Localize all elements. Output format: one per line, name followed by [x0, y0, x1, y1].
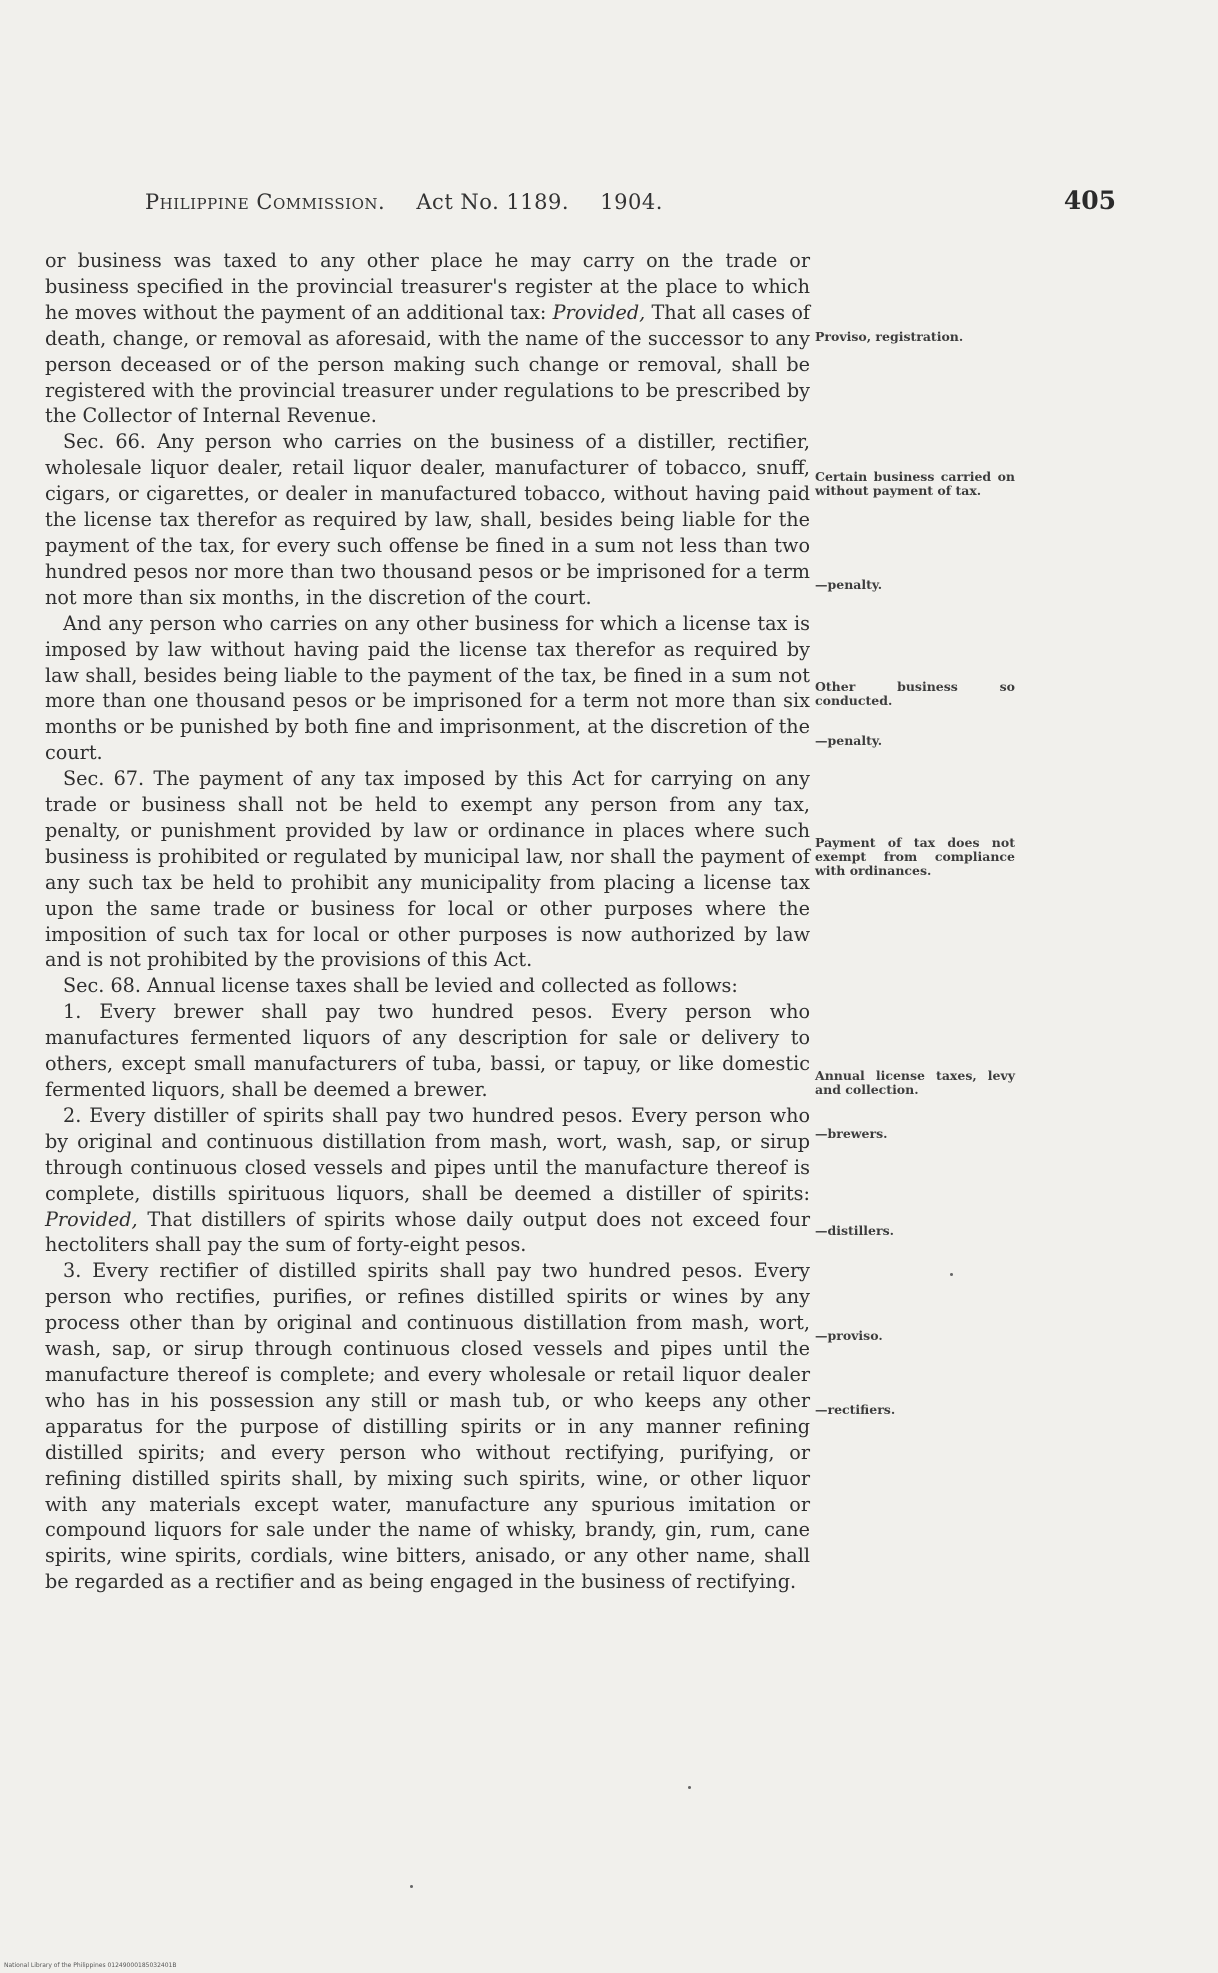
- paragraph-text: 3. Every rectifier of distilled spirits shall pay two hundred pesos. Every person who rectifies, purifies, or refines distilled spirits or wines by any process other than by original and continuous distillation from mash, wort, wash, sap, or sirup through continuous closed vessels and pipes until the manufacture thereof is complete; and every wholesale or retail liquor dealer who has in his possession any still or mash tub, or who keeps any other apparatus for the purpose of distilling spirits or in any manner refining distilled spirits; and every person who without rectifying, purifying, or refining distilled spirits shall, by mixing such spirits, wine, or other liquor with any materials except water, manufacture any spurious imitation or compound liquors for sale under the name of whisky, brandy, gin, rum, cane spirits, wine spirits, cordials, wine bitters, anisado, or any other name, shall be regarded as a rectifier and as being engaged in the business of rectifying.: [45, 1259, 810, 1594]
- paragraph-other-business: [45, 611, 810, 766]
- body-text: [45, 248, 810, 1595]
- paragraph-brewers: [45, 999, 810, 1103]
- paper-speck: [688, 1786, 691, 1789]
- running-head-act: Act No. 1189.: [416, 190, 570, 214]
- margin-note: Annual license taxes, levy and collection.: [815, 1068, 1015, 1097]
- paragraph-sec-66: [45, 429, 810, 610]
- paragraph-continuation: [45, 248, 810, 429]
- paragraph-text: or business was taxed to any other place he may carry on the trade or business specified in the provincial treasurer's register at the place to which he moves without the payment of an additional tax:: [45, 249, 810, 324]
- margin-note: Proviso, registration.: [815, 329, 964, 344]
- paragraph-sec-67: [45, 766, 810, 973]
- margin-note: Certain business carried on without payment of tax.: [815, 469, 1015, 498]
- margin-note: —proviso.: [815, 1328, 883, 1343]
- running-head-title: Philippine Commission.: [145, 190, 386, 214]
- margin-note: —penalty.: [815, 733, 883, 748]
- proviso-italic: Provided,: [552, 300, 646, 324]
- paragraph-rectifiers: [45, 1258, 810, 1595]
- paragraph-text: 2. Every distiller of spirits shall pay two hundred pesos. Every person who by original and continuous distillation from mash, wort, wash, sap, or sirup through continuous closed vessels and pipes until the manufacture thereof is complete, distills spirituous liquors, shall be deemed a distiller of spirits:: [45, 1103, 810, 1205]
- paper-speck: [410, 1885, 413, 1888]
- running-head: [145, 190, 1125, 214]
- paragraph-text: Sec. 67. The payment of any tax imposed by this Act for carrying on any trade or business shall not be held to exempt any person from any tax, penalty, or punishment provided by law or ordinance in places where such business is prohibited or regulated by municipal law, nor shall the payment of any such tax be held to prohibit any municipality from placing a license tax upon the same trade or business for local or other purposes where the imposition of such tax for local or other purposes is now authorized by law and is not prohibited by the provisions of this Act.: [45, 767, 810, 972]
- paragraph-text: That all cases of death, change, or removal as aforesaid, with the name of the successor to any person deceased or of the person making such change or removal, shall be registered with the provincial treasurer under regulations to be prescribed by the Collector of Internal Revenue.: [45, 300, 810, 428]
- paragraph-text: Sec. 68. Annual license taxes shall be levied and collected as follows:: [63, 974, 738, 998]
- margin-note: —distillers.: [815, 1223, 894, 1238]
- margin-note: —rectifiers.: [815, 1402, 896, 1417]
- paragraph-text: Sec. 66. Any person who carries on the business of a distiller, rectifier, wholesale liquor dealer, retail liquor dealer, manufacturer of tobacco, snuff, cigars, or cigarettes, or dealer in manufactured tobacco, without having paid the license tax therefor as required by law, shall, besides being liable for the payment of the tax, for every such offense be fined in a sum not less than two hundred pesos nor more than two thousand pesos or be imprisoned for a term not more than six months, in the discretion of the court.: [45, 430, 810, 609]
- margin-note: Other business so conducted.: [815, 679, 1015, 708]
- paragraph-text: 1. Every brewer shall pay two hundred pesos. Every person who manufactures fermented liquors of any description for sale or delivery to others, except small manufacturers of tuba, bassi, or tapuy, or like domestic fermented liquors, shall be deemed a brewer.: [45, 1000, 810, 1101]
- paragraph-sec-68: [45, 973, 810, 999]
- proviso-italic: Provided,: [45, 1207, 138, 1231]
- footer-credit: National Library of the Philippines 01249000185032401B: [4, 1962, 177, 1969]
- running-head-year: 1904.: [600, 190, 663, 214]
- margin-note: Payment of tax does not exempt from compliance with ordinances.: [815, 835, 1015, 878]
- paragraph-distillers: [45, 1103, 810, 1258]
- margin-note: —penalty.: [815, 577, 883, 592]
- paragraph-text: And any person who carries on any other business for which a license tax is imposed by law without having paid the license tax therefor as required by law shall, besides being liable to the payment of the tax, be fined in a sum not more than one thousand pesos or be imprisoned for a term not more than six months or be punished by both fine and imprisonment, at the discretion of the court.: [45, 611, 810, 765]
- page-number: 405: [1063, 186, 1116, 215]
- paper-speck: [950, 1273, 953, 1276]
- paragraph-text: That distillers of spirits whose daily output does not exceed four hectoliters shall pay the sum of forty-eight pesos.: [45, 1207, 810, 1257]
- margin-note: —brewers.: [815, 1126, 888, 1141]
